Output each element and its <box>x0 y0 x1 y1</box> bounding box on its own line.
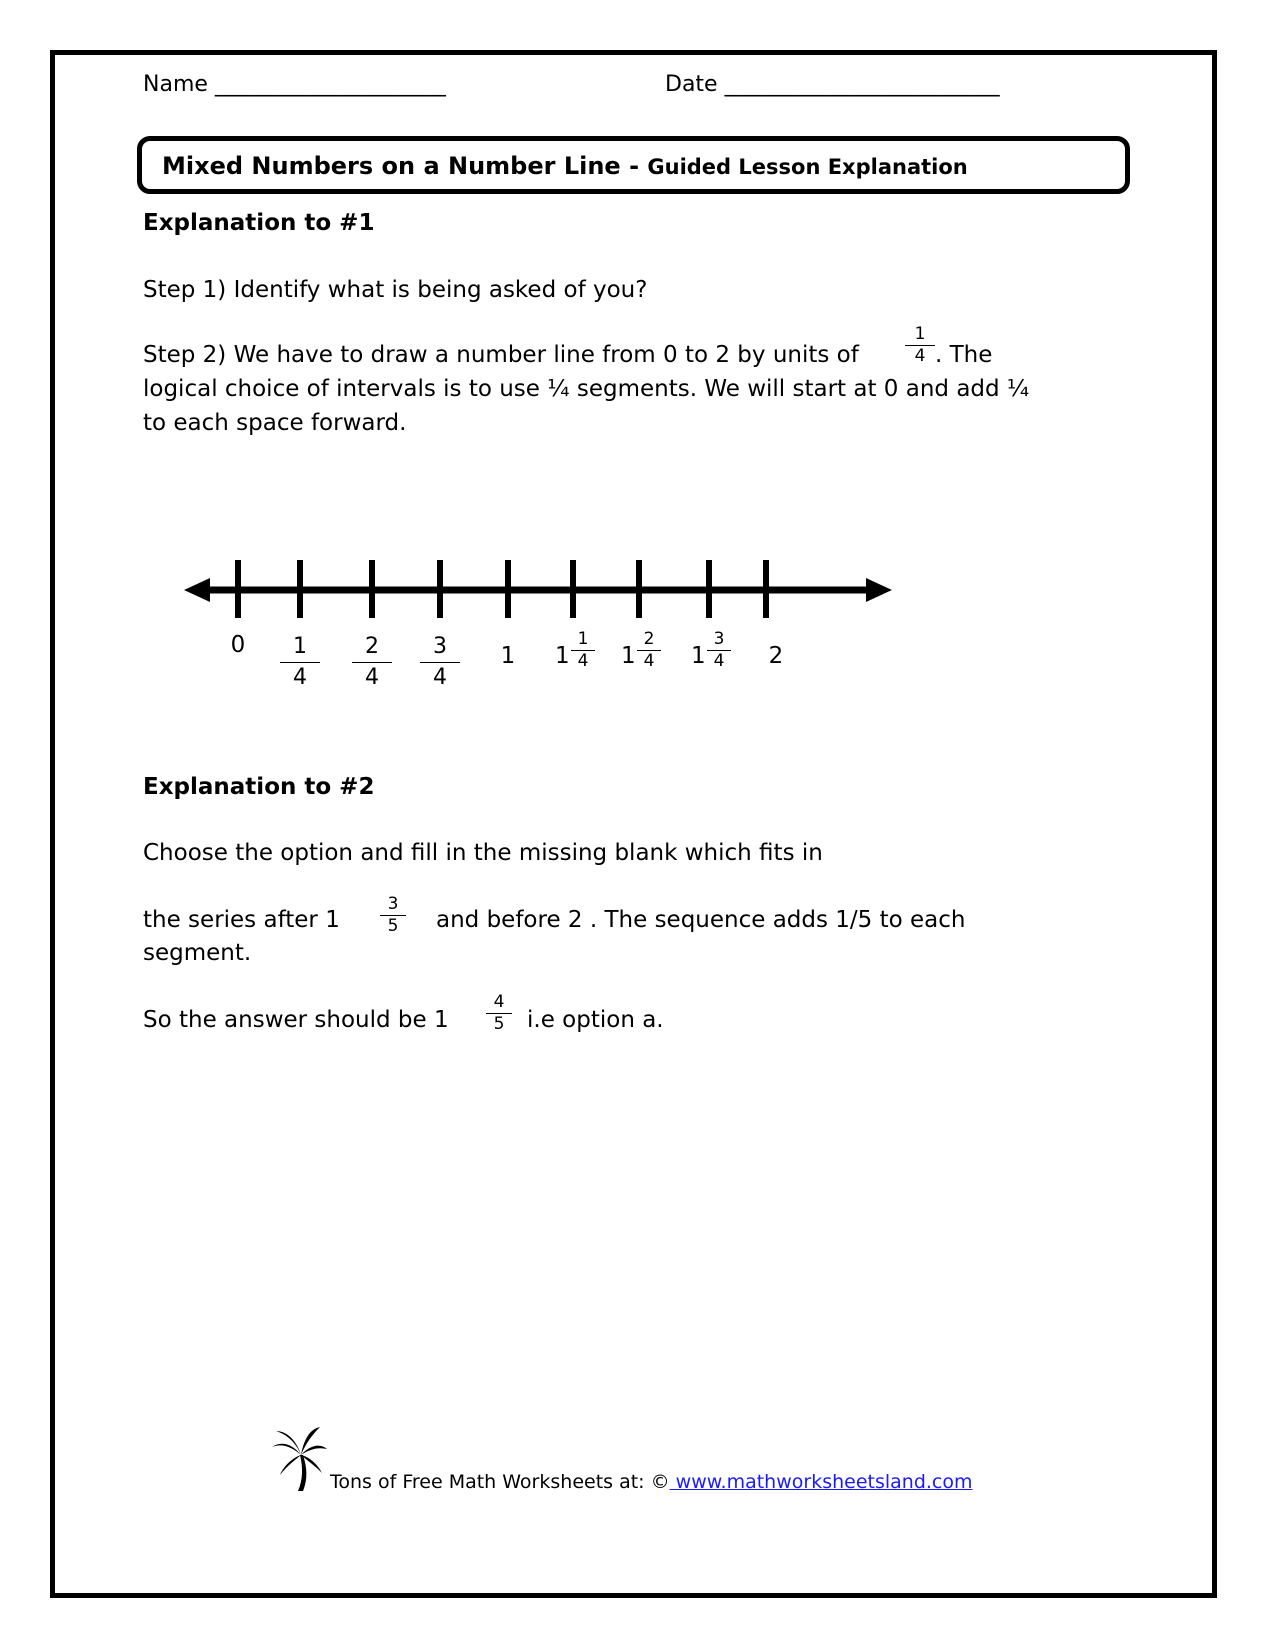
label-whole: 2 <box>768 643 784 669</box>
section2-fraction <box>380 895 406 936</box>
answer-fraction <box>486 993 512 1034</box>
palm-tree-icon <box>270 1425 328 1493</box>
step1-text: Step 1) Identify what is being asked of you? <box>143 277 648 303</box>
right-arrow-icon <box>866 578 892 602</box>
title-main: Mixed Numbers on a Number Line - <box>162 152 640 180</box>
footer-text: Tons of Free Math Worksheets at: © <box>330 1471 670 1493</box>
section2-line2-b: and before 2 . The sequence adds 1/5 to each <box>436 907 966 933</box>
title-sub: Guided Lesson Explanation <box>647 155 968 179</box>
section2-line2-a: the series after 1 <box>143 907 340 933</box>
step2-text-a: Step 2) We have to draw a number line from 0 to 2 by units of <box>143 342 859 368</box>
answer-frac-num: 4 <box>493 992 505 1012</box>
date-label: Date <box>665 72 718 97</box>
step2-text-b: . The <box>935 342 993 368</box>
label-denominator: 4 <box>577 651 589 671</box>
label-numerator: 3 <box>713 629 725 649</box>
section2-frac-num: 3 <box>387 894 399 914</box>
section2-line3: segment. <box>143 940 252 966</box>
footer-credit <box>330 1471 973 1493</box>
label-numerator: 2 <box>643 629 655 649</box>
step2-frac-num: 1 <box>914 324 926 344</box>
number-line-label <box>352 634 392 691</box>
label-numerator: 3 <box>433 634 447 659</box>
step2-frac-den: 4 <box>914 346 926 366</box>
number-line-label <box>223 632 253 658</box>
label-denominator: 4 <box>365 665 379 690</box>
label-whole: 1 <box>691 643 706 669</box>
section2-frac-den: 5 <box>387 916 399 936</box>
label-numerator: 2 <box>365 634 379 659</box>
number-line-label <box>280 634 320 691</box>
label-whole: 1 <box>500 643 516 669</box>
name-blank: _____________________ <box>214 72 446 97</box>
section2-line1: Choose the option and fill in the missing blank which fits in <box>143 840 823 866</box>
date-blank: _________________________ <box>724 72 1000 97</box>
page-title <box>162 152 968 180</box>
label-whole: 1 <box>555 643 570 669</box>
number-line-label <box>420 634 460 691</box>
name-label: Name <box>143 72 208 97</box>
label-denominator: 4 <box>433 665 447 690</box>
label-whole: 0 <box>230 632 246 658</box>
footer-link[interactable]: www.mathworksheetsland.com <box>669 1471 973 1493</box>
label-denominator: 4 <box>713 651 725 671</box>
step2-line3: to each space forward. <box>143 410 407 436</box>
step2-line1 <box>143 342 859 368</box>
section2-heading: Explanation to #2 <box>143 774 375 800</box>
answer-frac-den: 5 <box>493 1014 505 1034</box>
name-field <box>143 72 446 97</box>
label-numerator: 1 <box>577 629 589 649</box>
answer-text-b: i.e option a. <box>527 1007 664 1033</box>
label-numerator: 1 <box>293 634 307 659</box>
answer-text-a: So the answer should be 1 <box>143 1007 449 1033</box>
left-arrow-icon <box>184 578 210 602</box>
step2-line2: logical choice of intervals is to use ¼ segments. We will start at 0 and add ¼ <box>143 376 1030 402</box>
label-denominator: 4 <box>643 651 655 671</box>
number-line-label <box>761 643 791 669</box>
title-box <box>137 136 1130 194</box>
section1-heading: Explanation to #1 <box>143 210 375 236</box>
step2-fraction <box>905 325 935 366</box>
label-denominator: 4 <box>293 665 307 690</box>
number-line-label <box>493 643 523 669</box>
label-whole: 1 <box>621 643 636 669</box>
date-field <box>665 72 1000 97</box>
number-line <box>180 550 900 630</box>
